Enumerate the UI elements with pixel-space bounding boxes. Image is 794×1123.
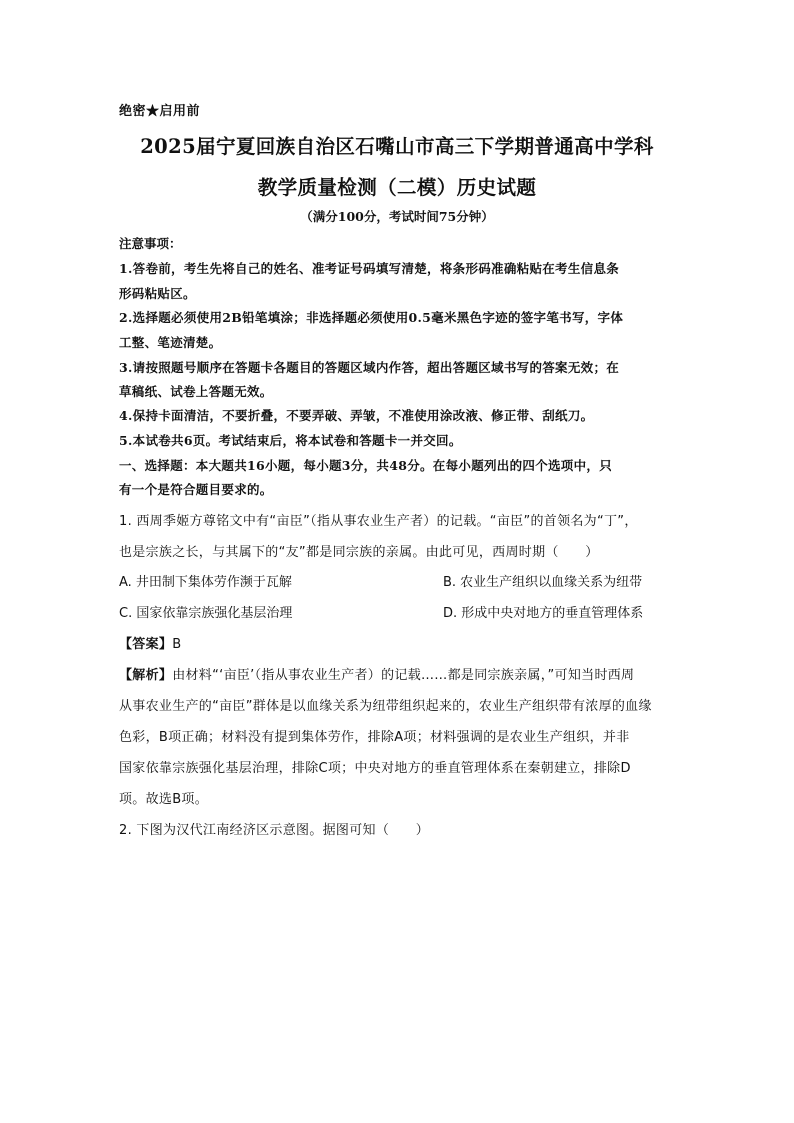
notice-line: 2.选择题必须使用2B铅笔填涂；非选择题必须使用0.5毫米黑色字迹的签字笔书写，字体: [119, 310, 624, 325]
notice-line: 形码粘贴区。: [119, 286, 196, 301]
exam-title-line1: 2025届宁夏回族自治区石嘴山市高三下学期普通高中学科: [140, 135, 654, 158]
notice-line: 工整、笔迹清楚。: [119, 335, 222, 350]
question1-stem-line1: 1. 西周季姬方尊铭文中有“亩臣”（指从事农业生产者）的记载。“亩臣”的首领名为“丁”，: [119, 514, 638, 529]
section-heading-line1: 一、选择题：本大题共16小题，每小题3分，共48分。在每小题列出的四个选项中，只: [119, 458, 612, 473]
question1-stem-line2: 也是宗族之长，与其属下的“友”都是同宗族的亲属。由此可见，西周时期（ ）: [119, 545, 599, 560]
analysis-tag: 【解析】: [119, 668, 173, 683]
question1-option-c: C. 国家依靠宗族强化基层治理: [119, 606, 293, 621]
question1-option-b: B. 农业生产组织以血缘关系为纽带: [443, 575, 643, 590]
question1-option-a: A. 井田制下集体劳作濒于瓦解: [119, 575, 292, 590]
question1-option-d: D. 形成中央对地方的垂直管理体系: [443, 606, 644, 621]
notice-heading: 注意事项：: [119, 236, 182, 251]
question1-answer: [119, 633, 181, 652]
exam-subtitle: （满分100分，考试时间75分钟）: [300, 209, 494, 224]
question1-analysis-line1: [119, 664, 634, 683]
question1-analysis-line5: 项。故选B项。: [119, 792, 209, 807]
exam-title-line2: 教学质量检测（二模）历史试题: [257, 176, 537, 199]
answer-value: B: [172, 637, 182, 652]
section-heading-line2: 有一个是符合题目要求的。: [119, 482, 273, 497]
question2-stem: 2. 下图为汉代江南经济区示意图。据图可知（ ）: [119, 823, 430, 838]
notice-line: 5.本试卷共6页。考试结束后，将本试卷和答题卡一并交回。: [119, 433, 462, 448]
notice-line: 4.保持卡面清洁，不要折叠，不要弄破、弄皱，不准使用涂改液、修正带、刮纸刀。: [119, 408, 594, 423]
notice-line: 1.答卷前，考生先将自己的姓名、准考证号码填写清楚，将条形码准确粘贴在考生信息条: [119, 261, 620, 276]
secret-label: 绝密★启用前: [119, 104, 201, 119]
notice-line: 3.请按照题号顺序在答题卡各题目的答题区域内作答，超出答题区域书写的答案无效；在: [119, 360, 620, 375]
analysis-text: 由材料“‘亩臣’（指从事农业生产者）的记载……都是同宗族亲属，”可知当时西周: [172, 668, 635, 683]
answer-tag: 【答案】: [119, 637, 173, 652]
question1-analysis-line2: 从事农业生产的“亩臣”群体是以血缘关系为纽带组织起来的，农业生产组织带有浓厚的血缘: [119, 699, 652, 714]
question1-analysis-line4: 国家依靠宗族强化基层治理，排除C项；中央对地方的垂直管理体系在秦朝建立，排除D: [119, 761, 631, 776]
notice-line: 草稿纸、试卷上答题无效。: [119, 384, 273, 399]
question1-analysis-line3: 色彩，B项正确；材料没有提到集体劳作，排除A项；材料强调的是农业生产组织，并非: [119, 730, 630, 745]
